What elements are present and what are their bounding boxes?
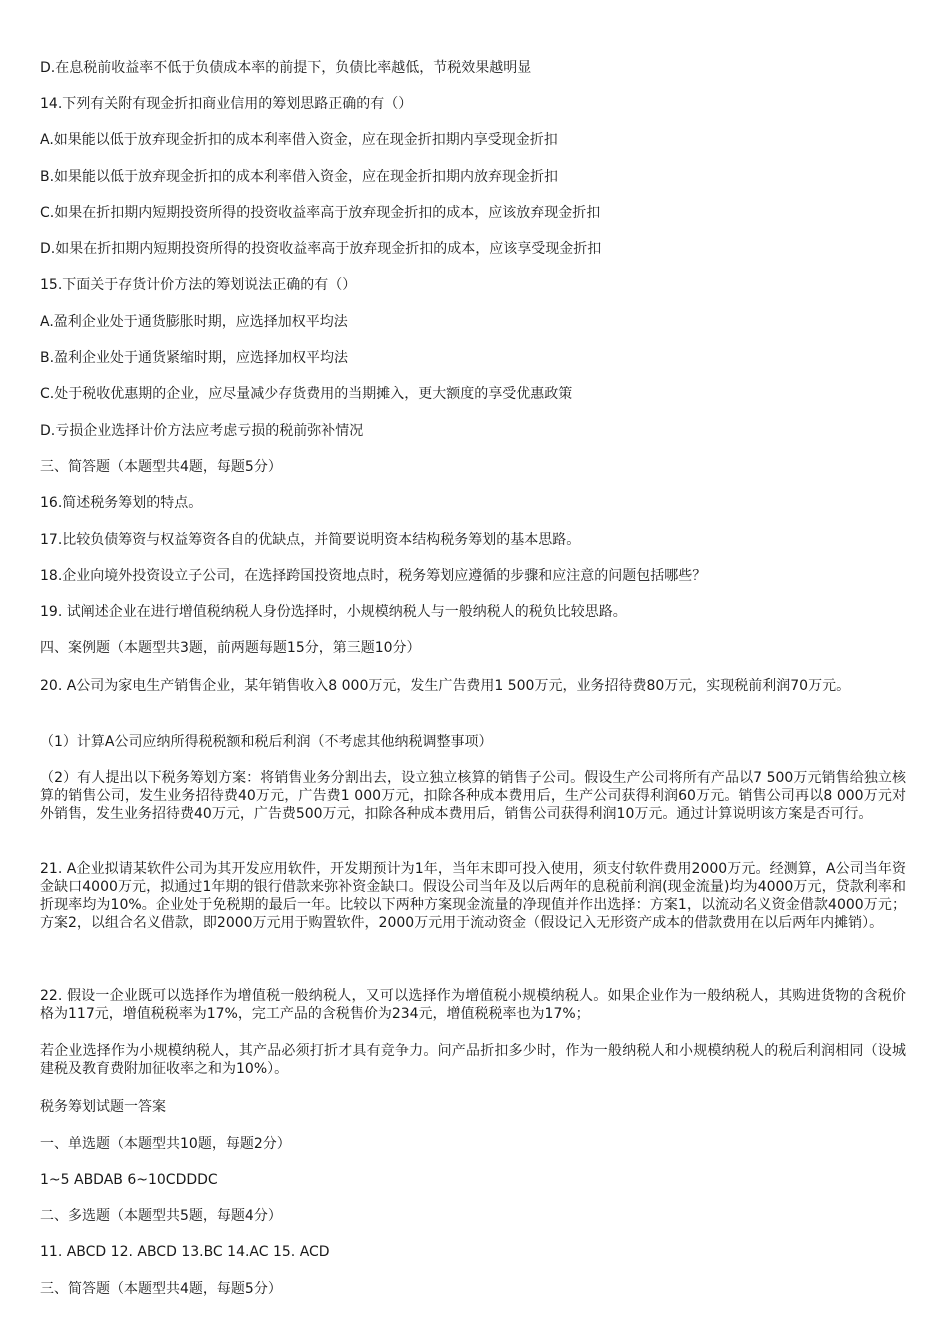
question-21: 21. A企业拟请某软件公司为其开发应用软件，开发期预计为1年，当年末即可投入使用，须支付软件费用2000万元。经测算，A公司当年资金缺口4000万元，拟通过1年期的银行借款来弥补资金缺口。假设公司当年及以后两年的息税前利润(现金流量)均为4000万元，贷款利率和折现率均为10%。企业处于免税期的最后一年。比较以下两种方案现金流量的净现值并作出选择：方案1，以流动名义资金借款4000万元；方案2，以组合名义借款，即2000万元用于购置软件，2000万元用于流动资金（假设记入无形资产成本的借款费用在以后两年内摊销）。 xyxy=(40,861,906,931)
answer-section-3: 三、简答题（本题型共4题，每题5分） xyxy=(40,1281,282,1297)
option-15-b: B.盈利企业处于通货紧缩时期，应选择加权平均法 xyxy=(40,350,349,366)
question-16: 16.简述税务筹划的特点。 xyxy=(40,495,203,511)
answer-title: 税务筹划试题一答案 xyxy=(40,1099,166,1115)
question-22: 22. 假设一企业既可以选择作为增值税一般纳税人，又可以选择作为增值税小规模纳税人。如果企业作为一般纳税人，其购进货物的含税价格为117元，增值税税率为17%，完工产品的含税售价为234元，增值税税率也为17%； xyxy=(40,988,906,1022)
question-22-continued: 若企业选择作为小规模纳税人，其产品必须打折才具有竞争力。问产品折扣多少时，作为一般纳税人和小规模纳税人的税后利润相同（设城建税及教育费附加征收率之和为10%）。 xyxy=(40,1043,906,1077)
option-13-d: D.在息税前收益率不低于负债成本率的前提下，负债比率越低，节税效果越明显 xyxy=(40,60,532,76)
answer-1-to-10: 1~5 ABDAB 6~10CDDDC xyxy=(40,1172,218,1188)
option-14-d: D.如果在折扣期内短期投资所得的投资收益率高于放弃现金折扣的成本，应该享受现金折扣 xyxy=(40,241,602,257)
section-4-heading: 四、案例题（本题型共3题，前两题每题15分，第三题10分） xyxy=(40,640,421,656)
section-3-heading: 三、简答题（本题型共4题，每题5分） xyxy=(40,459,282,475)
question-20-part-2: （2）有人提出以下税务筹划方案：将销售业务分割出去，设立独立核算的销售子公司。假设生产公司将所有产品以7 500万元销售给独立核算的销售公司，发生业务招待费40万元，广告费1 000万元，扣除各种成本费用后，生产公司获得利润60万元。销售公司再以8 000万元对外销售，发生业务招待费40万元，广告费500万元，扣除各种成本费用后，销售公司获得利润10万元。通过计算说明该方案是否可行。 xyxy=(40,770,906,822)
option-14-c: C.如果在折扣期内短期投资所得的投资收益率高于放弃现金折扣的成本，应该放弃现金折扣 xyxy=(40,205,601,221)
question-18: 18.企业向境外投资设立子公司，在选择跨国投资地点时，税务筹划应遵循的步骤和应注意的问题包括哪些？ xyxy=(40,568,707,584)
option-15-c: C.处于税收优惠期的企业，应尽量减少存货费用的当期摊入，更大额度的享受优惠政策 xyxy=(40,386,573,402)
question-15: 15.下面关于存货计价方法的筹划说法正确的有（） xyxy=(40,277,357,293)
answer-11-to-15: 11. ABCD 12. ABCD 13.BC 14.AC 15. ACD xyxy=(40,1244,330,1260)
option-15-d: D.亏损企业选择计价方法应考虑亏损的税前弥补情况 xyxy=(40,423,364,439)
question-14: 14.下列有关附有现金折扣商业信用的筹划思路正确的有（） xyxy=(40,96,413,112)
option-15-a: A.盈利企业处于通货膨胀时期，应选择加权平均法 xyxy=(40,314,348,330)
answer-section-1: 一、单选题（本题型共10题，每题2分） xyxy=(40,1136,291,1152)
question-17: 17.比较负债筹资与权益筹资各自的优缺点，并简要说明资本结构税务筹划的基本思路。 xyxy=(40,532,581,548)
question-19: 19. 试阐述企业在进行增值税纳税人身份选择时，小规模纳税人与一般纳税人的税负比较思路。 xyxy=(40,604,627,620)
option-14-a: A.如果能以低于放弃现金折扣的成本利率借入资金，应在现金折扣期内享受现金折扣 xyxy=(40,132,558,148)
option-14-b: B.如果能以低于放弃现金折扣的成本利率借入资金，应在现金折扣期内放弃现金折扣 xyxy=(40,169,559,185)
question-20: 20. A公司为家电生产销售企业，某年销售收入8 000万元，发生广告费用1 500万元，业务招待费80万元，实现税前利润70万元。 xyxy=(40,678,851,694)
answer-section-2: 二、多选题（本题型共5题，每题4分） xyxy=(40,1208,282,1224)
question-20-part-1: （1）计算A公司应纳所得税税额和税后利润（不考虑其他纳税调整事项） xyxy=(40,734,493,750)
